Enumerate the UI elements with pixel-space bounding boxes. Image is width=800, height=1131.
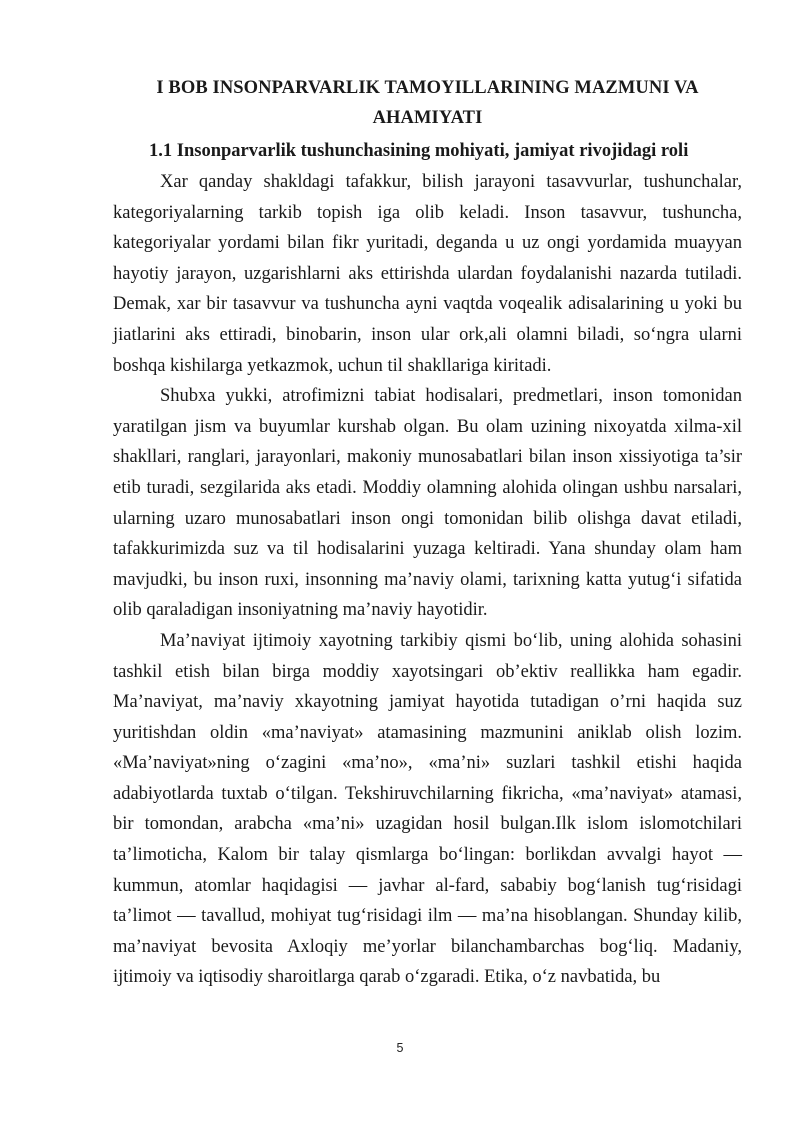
chapter-title: I BOB INSONPARVARLIK TAMOYILLARINING MAZMUNI VA AHAMIYATI: [156, 78, 699, 128]
body-paragraph: Ma’naviyat ijtimoiy xayotning tarkibiy qismi bo‘lib, uning alohida sohasini tashkil etish bilan birga moddiy xayotsingari ob’ektiv reallikka ham egadir. Ma’naviyat, ma’naviy xkayotning jamiyat hayotida tutadigan o’rni haqida suz yuritishdan oldin «ma’naviyat» atamasining mazmunini aniklab olish lozim. «Ma’naviyat»ning o‘zagini «ma’no», «ma’ni» suzlari tashkil etishi haqida adabiyotlarda tuxtab o‘tilgan. Tekshiruvchilarning fikricha, «ma’naviyat» atamasi, bir tomondan, arabcha «ma’ni» uzagidan hosil bulgan.Ilk islom islomotchilari ta’limoticha, Kalom bir talay qismlarga bo‘lingan: borlikdan avvalgi hayot — kummun, atomlar haqidagisi — javhar al-fard, sababiy bog‘lanish tug‘risidagi ta’limot — tavallud, mohiyat tug‘risidagi ilm — ma’na hisoblangan. Shunday kilib, ma’naviyat bevosita Axloqiy me’yorlar bilanchambarchas bog‘liq. Madaniy, ijtimoiy va iqtisodiy sharoitlarga qarab o‘zgaradi. Etika, o‘z navbatida, bu: [113, 630, 742, 988]
page-number: 5: [396, 1041, 404, 1055]
body-paragraph: Xar qanday shakldagi tafakkur, bilish jarayoni tasavvurlar, tushunchalar, kategoriyalarning tarkib topish iga olib keladi. Inson tasavvur, tushuncha, kategoriyalar yordami bilan fikr yuritadi, deganda u uz ongi yordamida muayyan hayotiy jarayon, uzgarishlarni aks ettirishda ulardan foydalanishi nazarda tutiladi. Demak, xar bir tasavvur va tushuncha ayni vaqtda voqealik adisalarining u yoki bu jiatlarini aks ettiradi, binobarin, inson ular ork,ali olamni biladi, so‘ngra ularni boshqa kishilarga yetkazmok, uchun til shakllariga kiritadi.: [113, 172, 742, 376]
page-body: [113, 73, 742, 993]
body-paragraph: Shubxa yukki, atrofimizni tabiat hodisalari, predmetlari, inson tomonidan yaratilgan jism va buyumlar kurshab olgan. Bu olam uzining nixoyatda xilma-xil shakllari, ranglari, jarayonlari, makoniy munosabatlari bilan inson xissiyotiga ta’sir etib turadi, sezgilarida aks etadi. Moddiy olamning alohida olingan ushbu narsalari, ularning uzaro munosabatlari inson ongi tomonidan bilib olishga davat etiladi, tafakkurimizda suz va til hodisalarini yuzaga keltiradi. Yana shunday olam ham mavjudki, bu inson ruxi, insonning ma’naviy olami, tarixning katta yutug‘i sifatida olib qaraladigan insoniyatning ma’naviy hayotidir.: [113, 386, 742, 621]
section-title: 1.1 Insonparvarlik tushunchasining mohiyati, jamiyat rivojidagi roli: [149, 141, 689, 161]
